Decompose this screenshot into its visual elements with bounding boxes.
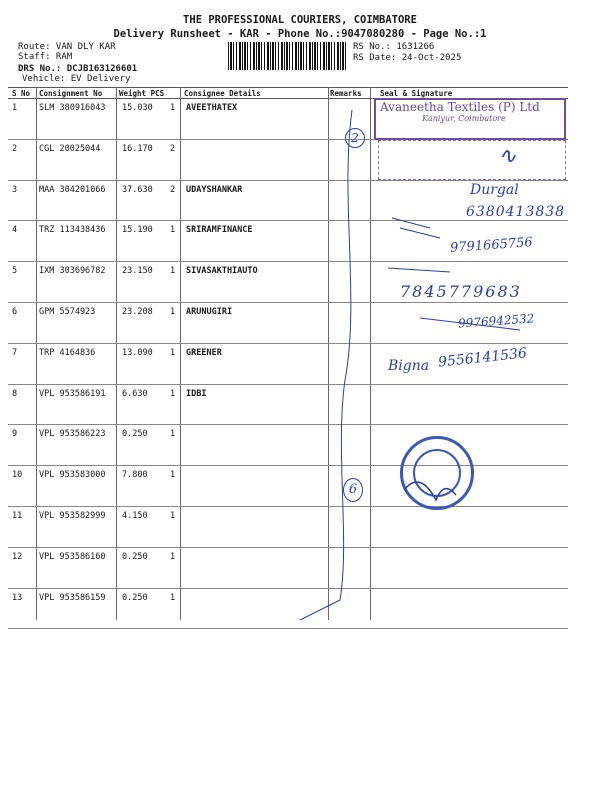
handwritten-name: Durgal <box>470 182 519 198</box>
row-sno: 11 <box>12 511 23 521</box>
handwritten-phone-1: 6380413838 <box>466 204 566 220</box>
row-consignment-no: TRZ 113438436 <box>39 225 106 236</box>
row-weight: 0.250 <box>122 592 148 603</box>
header-weight-pcs: Weight PCS <box>119 89 165 98</box>
row-consignment-no: TRP 4164836 <box>39 347 96 358</box>
sig-stroke <box>392 218 440 238</box>
row-pcs: 1 <box>170 307 176 317</box>
row-weight: 0.250 <box>122 429 148 440</box>
stamp-place: Kaniyur, Coimbatore <box>422 114 506 123</box>
row-sno: 10 <box>12 470 23 481</box>
row-sno: 7 <box>12 347 18 358</box>
row-sno: 12 <box>12 551 23 562</box>
row-consignment-no: VPL 953586223 <box>39 429 106 440</box>
rs-number: RS No.: 1631266 <box>353 42 435 52</box>
row-weight: 4.150 <box>122 511 148 521</box>
row-consignee: AVEETHATEX <box>186 103 238 113</box>
seal-signature <box>404 482 456 500</box>
header-seal: Seal & Signature <box>380 89 453 98</box>
handwritten-name-2: Bigna <box>388 358 430 374</box>
row-pcs: 1 <box>170 225 176 236</box>
rs-date: RS Date: 24-Oct-2025 <box>353 53 462 63</box>
row-consignment-no: VPL 953582999 <box>39 511 106 521</box>
row-sno: 1 <box>12 103 18 113</box>
row-consignment-no: VPL 953586159 <box>39 592 106 603</box>
staff-label: Staff: RAM <box>18 52 73 62</box>
row-consignee: UDAYSHANKAR <box>186 184 243 195</box>
header-consignee: Consignee Details <box>184 89 261 98</box>
row-consignee: IDBI <box>186 388 207 399</box>
row-weight: 15.030 <box>122 103 153 113</box>
row-pcs: 1 <box>170 511 176 521</box>
row-consignment-no: SLM 380916043 <box>39 103 106 113</box>
row-pcs: 1 <box>170 103 176 113</box>
row-sno: 4 <box>12 225 18 236</box>
row-consignment-no: VPL 953586191 <box>39 388 106 399</box>
row-consignment-no: MAA 304201066 <box>39 184 106 195</box>
row-pcs: 1 <box>170 429 176 440</box>
sig-stroke <box>388 268 520 330</box>
row-consignee: SRIRAMFINANCE <box>186 225 253 236</box>
row-sno: 8 <box>12 388 18 399</box>
row-pcs: 1 <box>170 388 176 399</box>
remark-circle-2: 2 <box>345 128 365 148</box>
runsheet-title: Delivery Runsheet - KAR - Phone No.:9047080280 - Page No.:1 <box>113 28 487 40</box>
company-title: THE PROFESSIONAL COURIERS, COIMBATORE <box>183 14 417 26</box>
row-consignment-no: VPL 953583000 <box>39 470 106 481</box>
row-consignment-no: IXM 303696782 <box>39 266 106 277</box>
drs-label: DRS No.: DCJB163126601 <box>18 64 138 74</box>
row-sno: 3 <box>12 184 18 195</box>
header-consignment: Consignment No <box>39 89 103 98</box>
row-consignee: SIVASAKTHIAUTO <box>186 266 258 277</box>
header-remarks: Remarks <box>330 89 362 98</box>
handwritten-phone-5: 9556141536 <box>437 345 528 371</box>
row-pcs: 1 <box>170 266 176 277</box>
row-pcs: 2 <box>170 184 176 195</box>
row-consignment-no: GPM 5574923 <box>39 307 96 317</box>
row-pcs: 2 <box>170 143 176 154</box>
row-pcs: 1 <box>170 347 176 358</box>
row-weight: 13.090 <box>122 347 153 358</box>
header-sno: S No <box>12 89 31 98</box>
vehicle-label: Vehicle: EV Delivery <box>22 74 131 84</box>
row-consignment-no: CGL 20025044 <box>39 143 101 154</box>
row-sno: 5 <box>12 266 18 277</box>
row-weight: 0.250 <box>122 551 148 562</box>
row-sno: 6 <box>12 307 18 317</box>
row-weight: 7.800 <box>122 470 148 481</box>
row-consignment-no: VPL 953586160 <box>39 551 106 562</box>
row-sno: 2 <box>12 143 18 154</box>
signature-mark: ∿ <box>498 144 517 169</box>
remark-circle-6: 6 <box>343 478 363 502</box>
remark-line <box>300 110 352 620</box>
handwritten-phone-2: 9791665756 <box>449 235 534 256</box>
row-sno: 9 <box>12 429 18 440</box>
row-consignee: ARUNUGIRI <box>186 307 233 317</box>
row-weight: 23.208 <box>122 307 153 317</box>
handwritten-phone-3: 7845779683 <box>400 282 522 301</box>
row-sno: 13 <box>12 592 23 603</box>
row-pcs: 1 <box>170 470 176 481</box>
row-weight: 16.170 <box>122 143 153 154</box>
row-weight: 37.630 <box>122 184 153 195</box>
row-weight: 23.150 <box>122 266 153 277</box>
route-label: Route: VAN DLY KAR <box>18 42 116 52</box>
handwritten-phone-4: 9976942532 <box>457 311 535 331</box>
row-pcs: 1 <box>170 592 176 603</box>
row-pcs: 1 <box>170 551 176 562</box>
row-weight: 6.630 <box>122 388 148 399</box>
row-consignee: GREENER <box>186 347 222 358</box>
row-weight: 15.190 <box>122 225 153 236</box>
stamp-company-name: Avaneetha Textiles (P) Ltd <box>380 100 540 114</box>
